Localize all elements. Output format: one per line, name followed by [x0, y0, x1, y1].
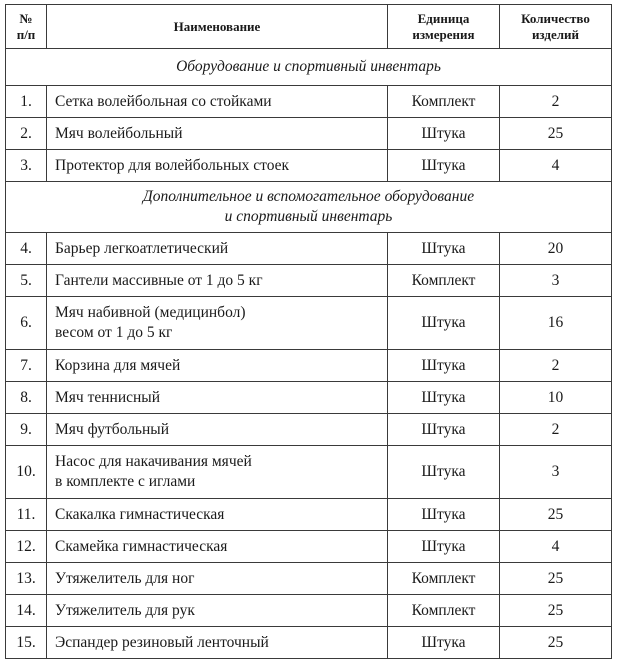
header-name: Наименование: [47, 5, 388, 49]
row-name-line: Насос для накачивания мячей: [55, 453, 252, 470]
row-name-line: Мяч набивной (медицинбол): [55, 304, 246, 321]
row-name: [47, 595, 388, 627]
row-name: [47, 350, 388, 382]
header-unit-line2: измерения: [412, 26, 475, 42]
row-number: 13.: [6, 563, 47, 595]
table-row: [6, 150, 612, 182]
row-number: 1.: [6, 86, 47, 118]
table-row: [6, 118, 612, 150]
row-name: [47, 414, 388, 446]
header-qty-line2: изделий: [531, 26, 580, 42]
row-name: [47, 233, 388, 265]
section-title: [6, 49, 612, 86]
row-unit: Штука: [388, 446, 500, 499]
section-title-line: Оборудование и спортивный инвентарь: [176, 58, 441, 75]
section-row: [6, 182, 612, 233]
header-qty-line1: Количество: [521, 10, 590, 26]
section-title-line: Дополнительное и вспомогательное оборудование: [142, 188, 475, 205]
table-row: [6, 414, 612, 446]
row-quantity: 16: [500, 297, 612, 350]
table-row: [6, 563, 612, 595]
row-name-line: весом от 1 до 5 кг: [55, 324, 173, 341]
row-quantity: 25: [500, 118, 612, 150]
row-unit: Штука: [388, 382, 500, 414]
header-qty: [500, 5, 612, 49]
row-name-line: Утяжелитель для рук: [55, 601, 195, 619]
row-number: 3.: [6, 150, 47, 182]
row-unit: Штука: [388, 414, 500, 446]
table-row: [6, 531, 612, 563]
row-name-line: Гантели массивные от 1 до 5 кг: [55, 271, 263, 289]
row-name-line: Утяжелитель для ног: [55, 569, 195, 587]
row-unit: Штука: [388, 350, 500, 382]
table-row: [6, 382, 612, 414]
row-quantity: 20: [500, 233, 612, 265]
row-name: [47, 118, 388, 150]
row-unit: Штука: [388, 499, 500, 531]
row-number: 12.: [6, 531, 47, 563]
table-row: [6, 233, 612, 265]
row-quantity: 25: [500, 627, 612, 659]
row-number: 8.: [6, 382, 47, 414]
row-quantity: 4: [500, 150, 612, 182]
row-number: 6.: [6, 297, 47, 350]
row-quantity: 2: [500, 350, 612, 382]
row-number: 10.: [6, 446, 47, 499]
row-unit: Комплект: [388, 595, 500, 627]
row-name: [47, 531, 388, 563]
row-number: 2.: [6, 118, 47, 150]
row-number: 15.: [6, 627, 47, 659]
row-unit: Комплект: [388, 265, 500, 297]
row-unit: Штука: [388, 233, 500, 265]
row-unit: Штука: [388, 118, 500, 150]
header-unit: [388, 5, 500, 49]
row-unit: Комплект: [388, 563, 500, 595]
row-name: [47, 265, 388, 297]
row-name: [47, 382, 388, 414]
table-row: [6, 499, 612, 531]
row-name: [47, 150, 388, 182]
row-name-line: Сетка волейбольная со стойками: [55, 92, 272, 110]
header-unit-line1: Единица: [417, 10, 470, 26]
row-unit: Штука: [388, 531, 500, 563]
row-name-line: Мяч волейбольный: [55, 124, 183, 142]
row-quantity: 3: [500, 446, 612, 499]
table-body: [6, 49, 612, 659]
header-num: [6, 5, 47, 49]
row-number: 4.: [6, 233, 47, 265]
row-quantity: 2: [500, 414, 612, 446]
row-number: 14.: [6, 595, 47, 627]
row-name: [47, 627, 388, 659]
table-row: [6, 86, 612, 118]
row-name: [47, 86, 388, 118]
row-name-line: Эспандер резиновый ленточный: [55, 633, 269, 651]
row-name-line: Мяч теннисный: [55, 388, 161, 406]
row-unit: Штука: [388, 297, 500, 350]
row-name-line: Скамейка гимнастическая: [55, 537, 228, 555]
row-name: [47, 563, 388, 595]
row-quantity: 25: [500, 595, 612, 627]
row-quantity: 3: [500, 265, 612, 297]
row-number: 5.: [6, 265, 47, 297]
row-number: 11.: [6, 499, 47, 531]
row-name-line: Корзина для мячей: [55, 356, 181, 374]
row-unit: Комплект: [388, 86, 500, 118]
row-name: [47, 446, 388, 499]
row-name-line: в комплекте с иглами: [55, 473, 196, 490]
table-row: [6, 627, 612, 659]
row-quantity: 10: [500, 382, 612, 414]
row-name-line: Протектор для волейбольных стоек: [55, 156, 290, 174]
equipment-table: [5, 4, 612, 659]
row-name-line: Скакалка гимнастическая: [55, 505, 225, 523]
row-quantity: 25: [500, 563, 612, 595]
row-unit: Штука: [388, 150, 500, 182]
table-row: [6, 297, 612, 350]
row-quantity: 4: [500, 531, 612, 563]
row-name-line: Барьер легкоатлетический: [55, 239, 229, 257]
header-row: [6, 5, 612, 49]
table-row: [6, 446, 612, 499]
table-row: [6, 265, 612, 297]
row-name-line: Мяч футбольный: [55, 420, 170, 438]
row-number: 9.: [6, 414, 47, 446]
row-number: 7.: [6, 350, 47, 382]
section-title: [6, 182, 612, 233]
row-quantity: 2: [500, 86, 612, 118]
header-num-line2: п/п: [16, 26, 36, 42]
row-name: [47, 297, 388, 350]
row-unit: Штука: [388, 627, 500, 659]
section-row: [6, 49, 612, 86]
table-row: [6, 350, 612, 382]
row-quantity: 25: [500, 499, 612, 531]
row-name: [47, 499, 388, 531]
table-row: [6, 595, 612, 627]
section-title-line: и спортивный инвентарь: [224, 208, 393, 225]
header-num-line1: №: [19, 10, 33, 26]
